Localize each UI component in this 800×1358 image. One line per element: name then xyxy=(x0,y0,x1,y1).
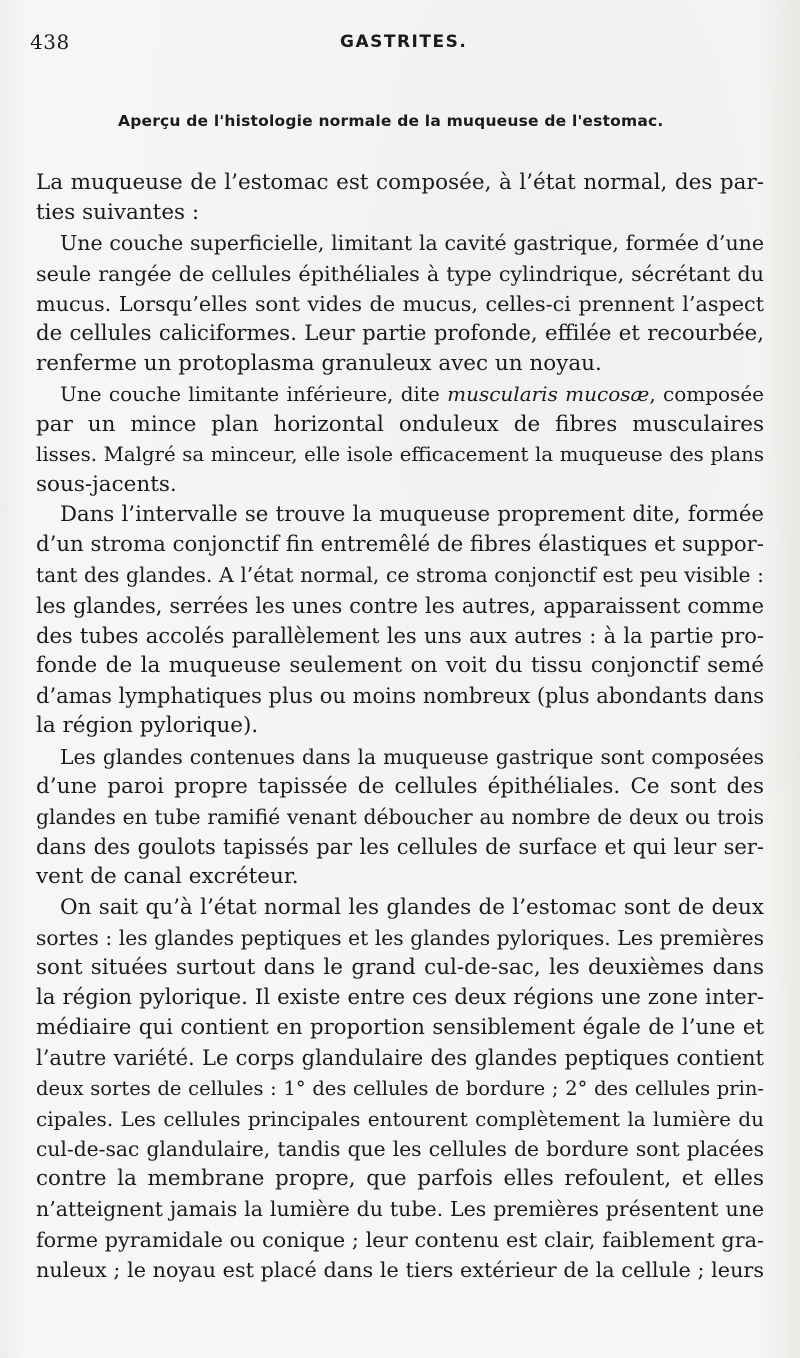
text-line: lisses. Malgré sa minceur, elle isole efficacement la muqueuse des plans xyxy=(36,442,764,466)
text-line: par un mince plan horizontal onduleux de fibres musculaires xyxy=(36,411,764,437)
page-header xyxy=(30,30,770,60)
text-line: d’une paroi propre tapissée de cellules épithéliales. Ce sont des xyxy=(36,773,764,799)
text-line: dans des goulots tapissés par les cellules de surface et qui leur ser- xyxy=(36,835,764,860)
text-line: renferme un protoplasma granuleux avec un noyau. xyxy=(36,351,602,377)
text-line: sous-jacents. xyxy=(36,471,177,497)
text-line: n’atteignent jamais la lumière du tube. Les premières présentent une xyxy=(36,1197,764,1222)
text-line: vent de canal excréteur. xyxy=(36,864,299,890)
section-title: Aperçu de l'histologie normale de la muqueuse de l'estomac. xyxy=(118,112,664,130)
text-line: Les glandes contenues dans la muqueuse gastrique sont composées xyxy=(60,744,764,769)
running-title: GASTRITES. xyxy=(340,32,468,52)
text-line: glandes en tube ramifié venant déboucher au nombre de deux ou trois xyxy=(36,804,764,829)
text-line: seule rangée de cellules épithéliales à type cylindrique, sécrétant du xyxy=(36,261,764,286)
text-line: sont situées surtout dans le grand cul-de-sac, les deuxièmes dans xyxy=(36,954,764,980)
text-line: d’un stroma conjonctif fin entremêlé de fibres élastiques et suppor- xyxy=(36,532,764,558)
text-fragment: Une couche limitante inférieure, dite xyxy=(60,382,448,407)
text-line: nuleux ; le noyau est placé dans le tiers extérieur de la cellule ; leurs xyxy=(36,1257,764,1282)
text-line: La muqueuse de l’estomac est composée, à l’état normal, des par- xyxy=(36,170,764,195)
text-line: sortes : les glandes peptiques et les glandes pyloriques. Les premières xyxy=(36,925,764,950)
text-line-with-italic xyxy=(36,379,764,409)
text-line: fonde de la muqueuse seulement on voit du tissu conjonctif semé xyxy=(36,653,764,678)
text-line: l’autre variété. Le corps glandulaire des glandes peptiques contient xyxy=(36,1046,764,1071)
text-line: tant des glandes. A l’état normal, ce stroma conjonctif est peu visible : xyxy=(36,563,764,588)
text-line: cul-de-sac glandulaire, tandis que les cellules de bordure sont placées xyxy=(36,1137,764,1161)
text-line: Dans l’intervalle se trouve la muqueuse proprement dite, formée xyxy=(60,502,764,528)
text-line: ties suivantes : xyxy=(36,200,200,226)
text-line: la région pylorique. Il existe entre ces deux régions une zone inter- xyxy=(36,985,764,1011)
text-fragment: , composée xyxy=(649,382,764,407)
page-number: 438 xyxy=(30,30,70,54)
text-line: contre la membrane propre, que parfois elles refoulent, et elles xyxy=(36,1166,764,1192)
text-line: médiaire qui contient en proportion sensiblement égale de l’une et xyxy=(36,1015,764,1041)
text-line: la région pylorique). xyxy=(36,713,259,739)
body-text xyxy=(36,168,764,1285)
text-line: cipales. Les cellules principales entourent complètement la lumière du xyxy=(36,1106,764,1131)
text-line: de cellules caliciformes. Leur partie profonde, effilée et recourbée, xyxy=(36,320,764,346)
text-line: Une couche superficielle, limitant la cavité gastrique, formée d’une xyxy=(60,231,764,256)
text-line: les glandes, serrées les unes contre les autres, apparaissent comme xyxy=(36,593,764,618)
italic-term: muscularis mucosæ xyxy=(447,382,650,407)
text-line: d’amas lymphatiques plus ou moins nombreux (plus abondants dans xyxy=(36,684,764,709)
text-line: forme pyramidale ou conique ; leur contenu est clair, faiblement gra- xyxy=(36,1227,764,1252)
text-line: mucus. Lorsqu’elles sont vides de mucus, celles-ci prennent l’aspect xyxy=(36,291,764,316)
text-line: On sait qu’à l’état normal les glandes de l’estomac sont de deux xyxy=(60,894,764,920)
text-line: deux sortes de cellules : 1° des cellules de bordure ; 2° des cellules prin- xyxy=(36,1076,764,1100)
text-line: des tubes accolés parallèlement les uns aux autres : à la partie pro- xyxy=(36,623,764,648)
